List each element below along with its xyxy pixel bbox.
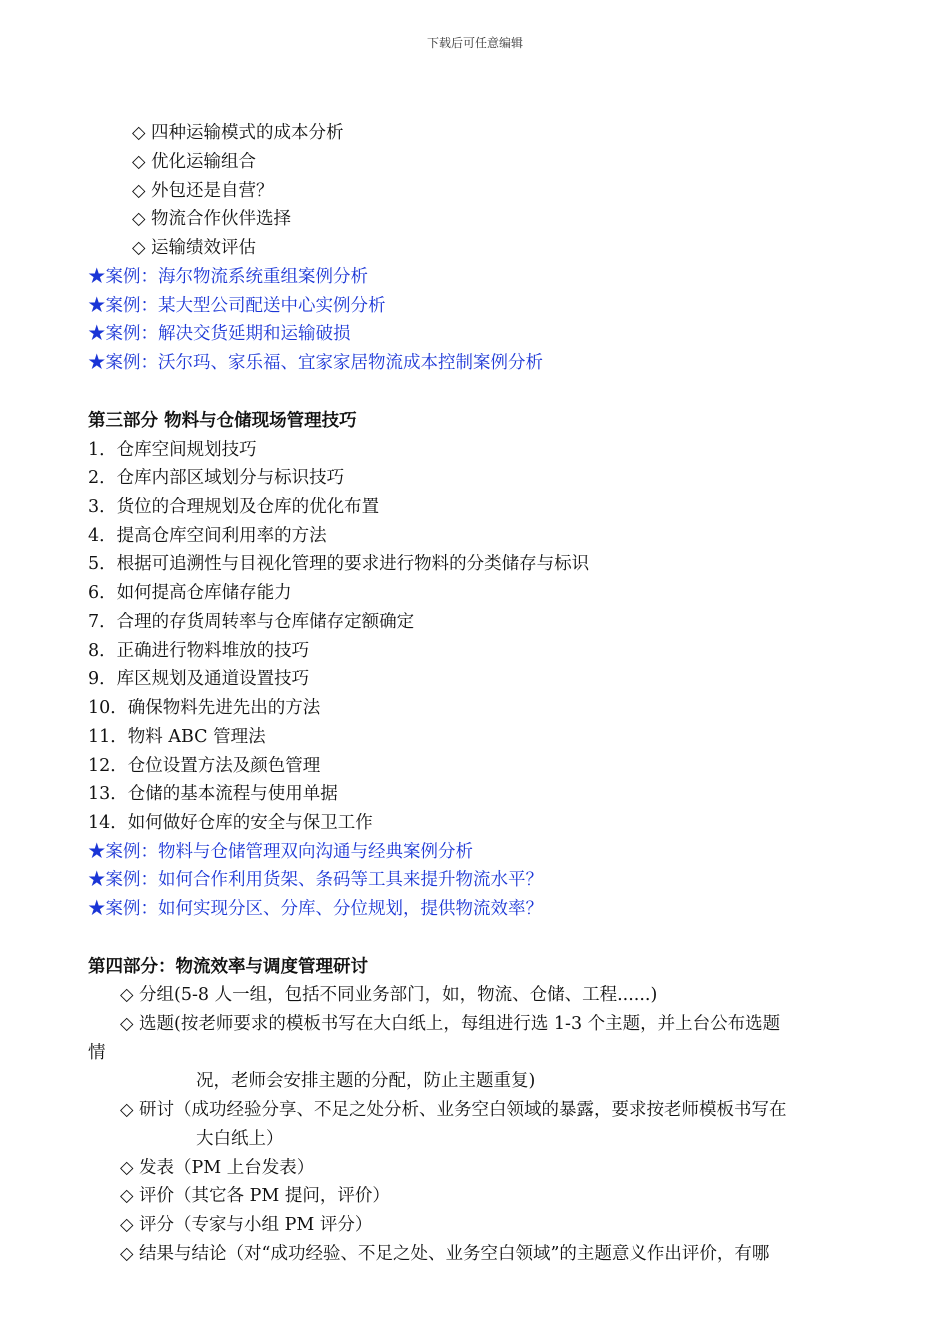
- discussion-item: ◇ 分组(5-8 人一组，包括不同业务部门，如，物流、仓储、工程......): [120, 985, 658, 1005]
- list-item: 2．仓库内部区域划分与标识技巧: [88, 468, 345, 488]
- case-item: ★案例：如何实现分区、分库、分位规划，提供物流效率？: [88, 899, 543, 919]
- section-title: 第三部分 物料与仓储现场管理技巧: [88, 411, 357, 431]
- list-item: 9．库区规划及通道设置技巧: [88, 669, 310, 689]
- discussion-item: ◇ 评价（其它各 PM 提问，评价）: [120, 1186, 390, 1206]
- transport-bullet: ◇ 四种运输模式的成本分析: [132, 123, 344, 143]
- discussion-item: ◇ 结果与结论（对“成功经验、不足之处、业务空白领域”的主题意义作出评价，有哪: [120, 1244, 770, 1264]
- list-item: 13．仓储的基本流程与使用单据: [88, 784, 338, 804]
- list-item: 3．货位的合理规划及仓库的优化布置: [88, 497, 380, 517]
- discussion-item: ◇ 研讨（成功经验分享、不足之处分析、业务空白领域的暴露，要求按老师模板书写在: [120, 1100, 787, 1120]
- discussion-item-wrap: 情: [88, 1043, 106, 1063]
- list-item: 5．根据可追溯性与目视化管理的要求进行物料的分类储存与标识: [88, 554, 590, 574]
- list-item: 14．如何做好仓库的安全与保卫工作: [88, 813, 373, 833]
- transport-bullet: ◇ 优化运输组合: [132, 152, 257, 172]
- list-item: 7．合理的存货周转率与仓库储存定额确定: [88, 612, 415, 632]
- page-header: 下载后可任意编辑: [426, 36, 523, 50]
- list-item: 1．仓库空间规划技巧: [88, 440, 257, 460]
- transport-bullet: ◇ 运输绩效评估: [132, 238, 257, 258]
- case-item: ★案例：物料与仓储管理双向沟通与经典案例分析: [88, 842, 473, 862]
- discussion-item: ◇ 发表（PM 上台发表）: [120, 1158, 315, 1178]
- case-item: ★案例：某大型公司配送中心实例分析: [88, 296, 386, 316]
- discussion-item: ◇ 选题(按老师要求的模板书写在大白纸上，每组进行选 1-3 个主题，并上台公布选题: [120, 1014, 781, 1034]
- discussion-item: ◇ 评分（专家与小组 PM 评分）: [120, 1215, 373, 1235]
- case-item: ★案例：沃尔玛、家乐福、宜家家居物流成本控制案例分析: [88, 353, 543, 373]
- list-item: 10．确保物料先进先出的方法: [88, 698, 321, 718]
- discussion-item-continuation: 况，老师会安排主题的分配，防止主题重复): [196, 1071, 536, 1091]
- case-item: ★案例：解决交货延期和运输破损: [88, 324, 351, 344]
- list-item: 4．提高仓库空间利用率的方法: [88, 526, 327, 546]
- list-item: 11．物料 ABC 管理法: [88, 727, 266, 747]
- list-item: 12．仓位设置方法及颜色管理: [88, 756, 321, 776]
- list-item: 8．正确进行物料堆放的技巧: [88, 641, 310, 661]
- section-title: 第四部分：物流效率与调度管理研讨: [88, 957, 368, 977]
- list-item: 6．如何提高仓库储存能力: [88, 583, 292, 603]
- case-item: ★案例：如何合作利用货架、条码等工具来提升物流水平？: [88, 870, 543, 890]
- transport-bullet: ◇ 外包还是自营？: [132, 181, 274, 201]
- case-item: ★案例：海尔物流系统重组案例分析: [88, 267, 368, 287]
- discussion-item-continuation: 大白纸上）: [196, 1129, 284, 1149]
- transport-bullet: ◇ 物流合作伙伴选择: [132, 209, 292, 229]
